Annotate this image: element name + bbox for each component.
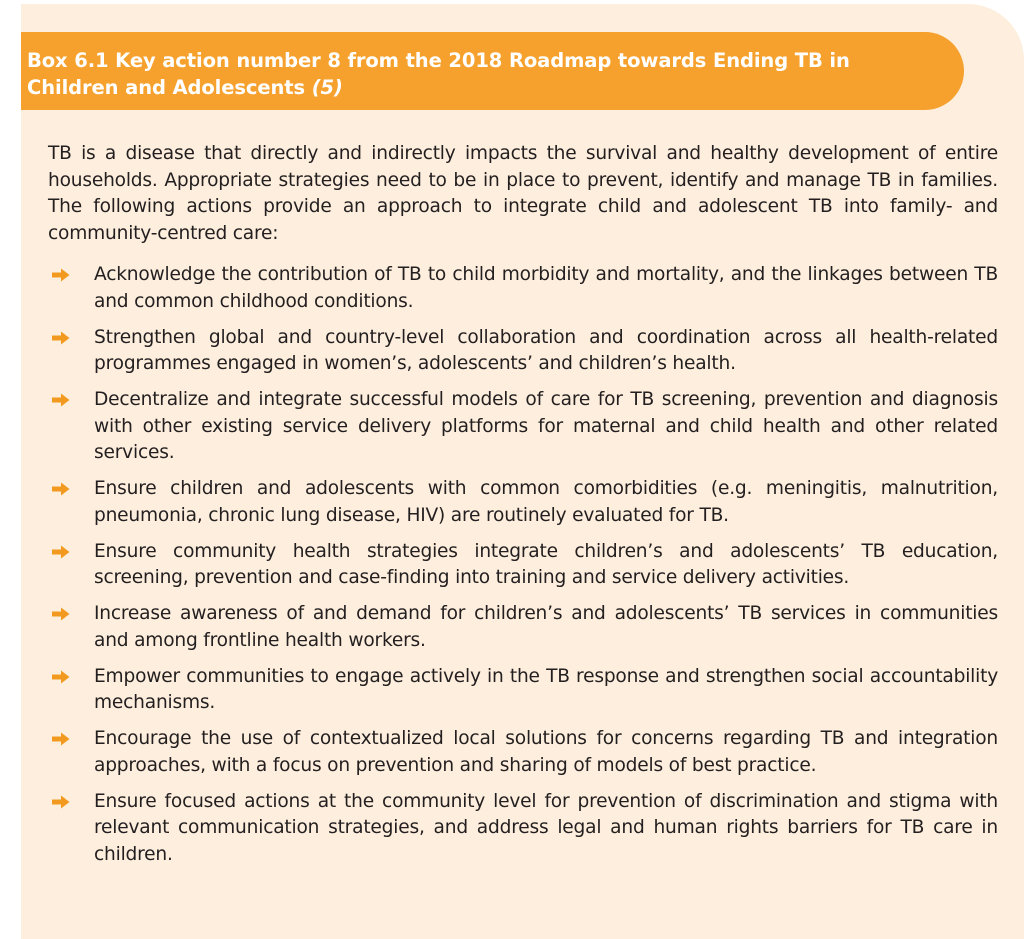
action-text: Acknowledge the contribution of TB to child morbidity and mortality, and the linkages between TB and common childhood conditions. xyxy=(94,264,998,312)
list-item xyxy=(48,262,998,315)
list-item xyxy=(48,325,998,378)
action-text: Ensure focused actions at the community level for prevention of discrimination and stigma with relevant communication strategies, and address legal and human rights barriers for TB care in children. xyxy=(94,790,998,865)
right-arrow-icon xyxy=(52,482,70,496)
right-arrow-icon xyxy=(52,732,70,746)
action-text: Strengthen global and country-level collaboration and coordination across all health-related programmes engaged in women’s, adolescents’ and children’s health. xyxy=(94,326,998,374)
action-list xyxy=(48,262,998,868)
action-text: Encourage the use of contextualized local solutions for concerns regarding TB and integration approaches, with a focus on prevention and sharing of models of best practice. xyxy=(94,728,998,776)
list-item xyxy=(48,539,998,592)
action-text: Ensure community health strategies integrate children’s and adolescents’ TB education, screening, prevention and case-finding into training and service delivery activities. xyxy=(94,540,998,588)
right-arrow-icon xyxy=(52,393,70,407)
box-title: Box 6.1 Key action number 8 from the 2018 Roadmap towards Ending TB in Children and Adolescents xyxy=(27,49,850,99)
list-item xyxy=(48,387,998,467)
list-item xyxy=(48,476,998,529)
list-item xyxy=(48,726,998,779)
action-text: Increase awareness of and demand for children’s and adolescents’ TB services in communities and among frontline health workers. xyxy=(94,603,998,651)
box-content xyxy=(48,141,998,878)
intro-paragraph: TB is a disease that directly and indirectly impacts the survival and healthy development of entire households. Appropriate strategies need to be in place to prevent, identify and manage TB in families. The following actions provide an approach to integrate child and adolescent TB into family- and community-centred care: xyxy=(48,143,998,244)
right-arrow-icon xyxy=(52,670,70,684)
box-reference: (5) xyxy=(311,76,343,99)
right-arrow-icon xyxy=(52,268,70,282)
right-arrow-icon xyxy=(52,795,70,809)
action-text: Empower communities to engage actively in the TB response and strengthen social accountability mechanisms. xyxy=(94,665,998,713)
info-box xyxy=(21,4,1024,939)
list-item xyxy=(48,601,998,654)
list-item xyxy=(48,789,998,869)
action-text: Decentralize and integrate successful models of care for TB screening, prevention and diagnosis with other existing service delivery platforms for maternal and child health and other related services. xyxy=(94,389,998,463)
right-arrow-icon xyxy=(52,331,70,345)
right-arrow-icon xyxy=(52,607,70,621)
list-item xyxy=(48,664,998,717)
action-text: Ensure children and adolescents with common comorbidities (e.g. meningitis, malnutrition, pneumonia, chronic lung disease, HIV) are routinely evaluated for TB. xyxy=(94,478,998,526)
right-arrow-icon xyxy=(52,545,70,559)
box-header xyxy=(21,32,964,110)
